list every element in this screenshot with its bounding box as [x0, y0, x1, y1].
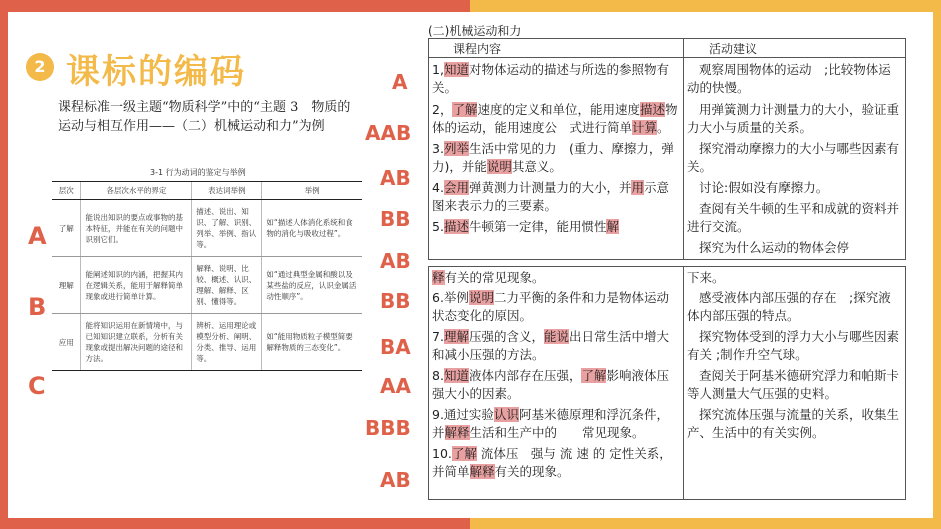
level-header: 层次: [52, 182, 81, 200]
definition-cell: 能将知识运用在新情境中，与已知知识建立联系，分析有关现象或提出解决问题的途径和方法。: [81, 314, 192, 371]
content-table-part2: [428, 266, 906, 500]
definition-cell: 能阐述知识的内涵，把握其内在逻辑关系，能用于解释简单现象或进行简单计算。: [81, 257, 192, 314]
activity-column: [687, 61, 901, 257]
list-item: 1,知道对物体运动的描述与所选的参照物有关。: [432, 62, 669, 95]
level-label-c: C: [28, 372, 46, 400]
top-bar-red: [0, 0, 470, 12]
verbs-cell: 解释、说明、比较、概述、认识、理解、解释、区别、懂得等。: [192, 257, 262, 314]
level-table: [52, 181, 362, 371]
level-cell: 应用: [52, 314, 81, 371]
list-item: 下来。: [687, 270, 725, 285]
example-header: 举例: [262, 182, 362, 200]
verbs-cell: 描述、说出、知识、了解、识别、列举、举例、指认等。: [192, 200, 262, 257]
code-label: AB: [380, 249, 411, 273]
list-item: 探究滑动摩擦力的大小与哪些因素有关。: [687, 141, 900, 174]
list-item: 2，了解速度的定义和单位，能用速度描述物体的运动，能用速度公 式进行简单计算。: [432, 102, 678, 135]
right-bar: [933, 0, 941, 529]
left-bar: [0, 0, 8, 529]
list-item: 讨论:假如没有摩擦力。: [699, 180, 829, 195]
verbs-cell: 辨析、运用理论或模型分析、阐明、分类、推导、运用等。: [192, 314, 262, 371]
list-item: 查阅关于阿基米德研究浮力和帕斯卡等人测量大气压强的史料。: [687, 368, 900, 401]
bottom-bar-yellow: [470, 518, 941, 529]
code-label: AB: [380, 166, 411, 190]
list-item: 查阅有关牛顿的生平和成就的资料并进行交流。: [687, 201, 900, 234]
activity-header: 活动建议: [709, 42, 758, 56]
level-label-b: B: [28, 293, 47, 321]
list-item: 探究为什么运动的物体会停: [699, 240, 850, 255]
top-bar-yellow: [470, 0, 941, 12]
code-label: AA: [380, 374, 411, 398]
list-item: 4.会用弹黄测力计测量力的大小，并用示意图来表示力的三要素。: [432, 180, 669, 213]
code-label: AAB: [365, 121, 412, 145]
slide-description: 课程标准一级主题“物质科学”中的“主题 3 物质的运动与相互作用——（二）机械运动和力”为例: [58, 100, 351, 134]
level-cell: 了解: [52, 200, 81, 257]
list-item: 感受液体内部压强的存在 ;探究液体内部压强的特点。: [687, 290, 891, 323]
code-label: BBB: [365, 416, 411, 440]
table-row: [52, 314, 362, 371]
list-item: 探究流体压强与流量的关系，收集生产、生活中的有关实例。: [687, 407, 900, 440]
example-cell: 如“描述人体消化系统和食物的消化与吸收过程”。: [262, 200, 362, 257]
code-label: BB: [380, 289, 411, 313]
list-item: 7.理解压强的含义，能说出日常生活中增大和减小压强的方法。: [432, 329, 669, 362]
list-item: 6.举例说明二力平衡的条件和力是物体运动状态变化的原因。: [432, 290, 669, 323]
list-item: 8.知道液体内部存在压强，了解影响液体压强大小的因素。: [432, 368, 669, 401]
list-item: 3.列举生活中常见的力 (重力、摩擦力，弹力)，并能说明其意义。: [432, 141, 674, 174]
list-item: 观察周围物体的运动 ;比较物体运动的快慢。: [687, 62, 891, 95]
list-item: 5.描述牛顿第一定律，能用惯性解: [432, 219, 619, 234]
list-item: 探究物体受到的浮力大小与哪些因素有关 ;制作升空气球。: [687, 329, 900, 362]
content-column: [432, 269, 680, 481]
list-item: 9.通过实验认识阿基米德原理和浮沉条件，并解释生活和生产中的 常见现象。: [432, 407, 669, 440]
code-label: BB: [380, 207, 411, 231]
content-column: [432, 61, 680, 236]
content-header: 课程内容: [453, 42, 502, 56]
table-row: [52, 257, 362, 314]
section-title: (二)机械运动和力: [428, 24, 522, 38]
slide-number-badge: 2: [26, 53, 54, 81]
level-table-caption: 3-1 行为动词的鉴定与举例: [150, 168, 246, 177]
verbs-header: 表达词举例: [192, 182, 262, 200]
level-cell: 理解: [52, 257, 81, 314]
example-cell: 如“能用物质粒子模型简要解释物质的三态变化”。: [262, 314, 362, 371]
code-label: BA: [380, 335, 411, 359]
content-table-part1: [428, 38, 906, 260]
table-row: [52, 200, 362, 257]
bottom-bar-red: [0, 518, 470, 529]
level-label-a: A: [28, 222, 47, 250]
activity-column: [687, 269, 901, 442]
code-label: AB: [380, 468, 411, 492]
code-label: A: [392, 70, 408, 94]
slide-title: 课标的编码: [66, 52, 246, 92]
definition-cell: 能说出知识的要点或事物的基本特征，并能在有关的问题中识别它们。: [81, 200, 192, 257]
list-item: 10.了解 流体压 强与 流 速 的 定性关系，并简单解释有关的现象。: [432, 446, 672, 479]
example-cell: 如“通过典型金属和酸以及某些盐的反应，认识金属活动性顺序”。: [262, 257, 362, 314]
list-item: 用弹簧测力计测量力的大小，验证重力大小与质量的关系。: [687, 102, 900, 135]
list-item: 释有关的常见现象。: [432, 270, 545, 285]
definition-header: 各层次水平的界定: [81, 182, 192, 200]
